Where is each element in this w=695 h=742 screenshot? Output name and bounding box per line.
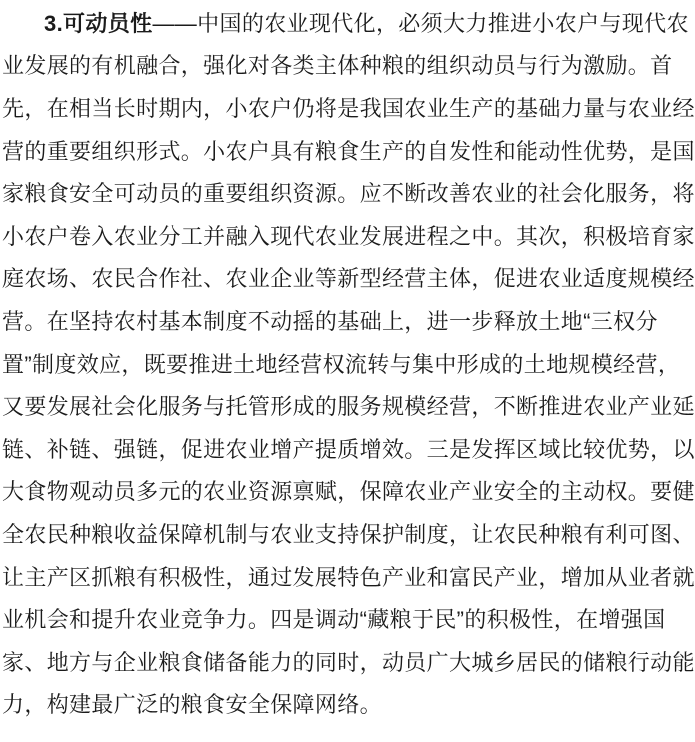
text-line	[2, 1, 695, 44]
paragraph-heading: 3.可动员性	[44, 10, 153, 36]
text-run: 全农民种粮收益保障机制与农业支持保护制度，让农民种粮有利可图、	[2, 521, 695, 547]
text-run: 链、补链、强链，促进农业增产提质增效。三是发挥区域比较优势，以	[2, 436, 695, 462]
text-line	[2, 214, 695, 257]
text-line	[2, 86, 695, 129]
text-line	[2, 342, 695, 385]
text-line	[2, 470, 695, 513]
text-run: ——中国的农业现代化，必须大力推进小农户与现代农	[152, 10, 689, 36]
text-run: 力，构建最广泛的粮食安全保障网络。	[2, 692, 382, 718]
text-run: 置”制度效应，既要推进土地经营权流转与集中形成的土地规模经营，	[2, 351, 681, 377]
text-run: 家粮食安全可动员的重要组织资源。应不断改善农业的社会化服务，将	[2, 181, 695, 207]
text-line	[2, 640, 695, 683]
text-line	[2, 597, 695, 640]
text-run: 庭农场、农民合作社、农业企业等新型经营主体，促进农业适度规模经	[2, 266, 695, 292]
text-line	[2, 512, 695, 555]
paragraph	[2, 1, 695, 725]
text-run: 业发展的有机融合，强化对各类主体种粮的组织动员与行为激励。首	[2, 53, 673, 79]
text-run: 又要发展社会化服务与托管形成的服务规模经营，不断推进农业产业延	[2, 394, 695, 420]
text-line	[2, 171, 695, 214]
text-run: 营。在坚持农村基本制度不动摇的基础上，进一步释放土地“三权分	[2, 308, 658, 334]
text-run: 家、地方与企业粮食储备能力的同时，动员广大城乡居民的储粮行动能	[2, 649, 695, 675]
text-run: 营的重要组织形式。小农户具有粮食生产的自发性和能动性优势，是国	[2, 138, 695, 164]
text-run: 业机会和提升农业竞争力。四是调动“藏粮于民”的积极性，在增强国	[2, 607, 666, 633]
text-line	[2, 299, 695, 342]
text-line	[2, 683, 695, 726]
text-run: 小农户卷入农业分工并融入现代农业发展进程之中。其次，积极培育家	[2, 223, 695, 249]
text-line	[2, 384, 695, 427]
text-line	[2, 129, 695, 172]
text-line	[2, 427, 695, 470]
text-line	[2, 44, 695, 87]
text-line	[2, 555, 695, 598]
text-run: 大食物观动员多元的农业资源禀赋，保障农业产业安全的主动权。要健	[2, 479, 695, 505]
text-run: 让主产区抓粮有积极性，通过发展特色产业和富民产业，增加从业者就	[2, 564, 695, 590]
text-run: 先，在相当长时期内，小农户仍将是我国农业生产的基础力量与农业经	[2, 95, 695, 121]
text-line	[2, 257, 695, 300]
